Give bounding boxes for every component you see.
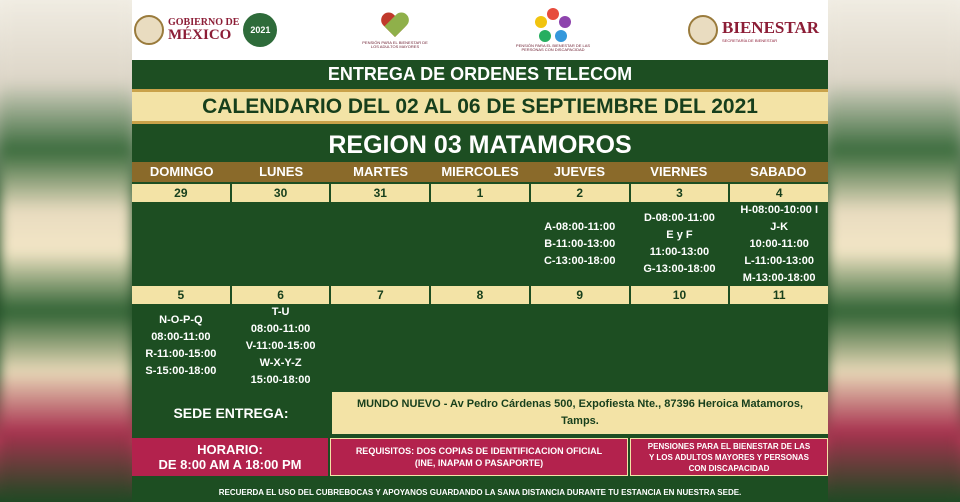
schedule-line: S-15:00-18:00 bbox=[145, 365, 217, 377]
gobierno-logo bbox=[134, 6, 277, 54]
date-number: 2 bbox=[531, 184, 629, 202]
schedule-line: H-08:00-10:00 I bbox=[740, 203, 818, 216]
gobierno-line2: MÉXICO bbox=[168, 26, 232, 43]
region-title: REGION 03 MATAMOROS bbox=[132, 128, 828, 162]
calendar-day-cell bbox=[431, 286, 529, 388]
sede-place: MUNDO NUEVO bbox=[356, 398, 441, 410]
schedule-slot bbox=[631, 202, 729, 286]
eagle-seal-icon bbox=[688, 15, 718, 45]
requisitos-box bbox=[330, 438, 628, 476]
calendar-week-2 bbox=[132, 286, 828, 388]
date-number: 3 bbox=[631, 184, 729, 202]
date-number: 9 bbox=[531, 286, 629, 304]
schedule-line: J-K bbox=[770, 220, 789, 233]
schedule-line: 10:00-11:00 bbox=[749, 237, 809, 250]
schedule-line: V-11:00-15:00 bbox=[245, 339, 316, 352]
flower-icon bbox=[535, 8, 571, 44]
info-row bbox=[132, 438, 828, 476]
date-number: 29 bbox=[132, 184, 230, 202]
requisitos-line2: (INE, INAPAM O PASAPORTE) bbox=[414, 458, 544, 468]
date-number: 10 bbox=[631, 286, 729, 304]
sede-row bbox=[132, 392, 828, 434]
calendar-day-cell bbox=[132, 286, 230, 388]
day-jueves: JUEVES bbox=[553, 164, 606, 179]
date-number: 31 bbox=[331, 184, 429, 202]
calendar-day-cell bbox=[631, 184, 729, 286]
calendar-title: CALENDARIO DEL 02 AL 06 DE SEPTIEMBRE DEL 2021 bbox=[132, 89, 828, 124]
weekday-header bbox=[132, 162, 828, 182]
day-miercoles: MIERCOLES bbox=[441, 164, 519, 179]
horario-label: HORARIO: bbox=[197, 442, 263, 457]
pension-adultos-logo bbox=[360, 6, 430, 54]
pensiones-box bbox=[630, 438, 828, 476]
date-number: 5 bbox=[132, 286, 230, 304]
pensiones-line3: CON DISCAPACIDAD bbox=[688, 463, 770, 473]
schedule-line: T-U bbox=[271, 305, 290, 318]
schedule-slot bbox=[730, 304, 828, 388]
logo-strip bbox=[132, 0, 828, 60]
schedule-slot bbox=[132, 304, 230, 388]
day-lunes: LUNES bbox=[259, 164, 304, 179]
schedule-slot bbox=[132, 202, 230, 286]
schedule-slot bbox=[331, 202, 429, 286]
calendar-day-cell bbox=[331, 286, 429, 388]
schedule-slot bbox=[730, 202, 828, 286]
sede-value bbox=[332, 392, 828, 434]
calendar-day-cell bbox=[531, 286, 629, 388]
calendar-day-cell bbox=[331, 184, 429, 286]
pensiones-line2: Y LOS ADULTOS MAYORES Y PERSONAS bbox=[648, 452, 810, 462]
schedule-slot bbox=[631, 304, 729, 388]
poster bbox=[132, 0, 828, 502]
footer-notice: RECUERDA EL USO DEL CUBREBOCAS Y APOYANOS GUARDANDO LA SANA DISTANCIA DURANTE TU ESTANCIA EN NUESTRA SEDE. bbox=[132, 484, 828, 502]
schedule-slot bbox=[232, 202, 330, 286]
horario-value: DE 8:00 AM A 18:00 PM bbox=[158, 457, 302, 472]
schedule-line: L-11:00-13:00 bbox=[744, 254, 815, 267]
schedule-line: G-13:00-18:00 bbox=[643, 263, 716, 275]
horario-box bbox=[132, 438, 328, 476]
date-number: 4 bbox=[730, 184, 828, 202]
day-viernes: VIERNES bbox=[650, 164, 708, 179]
calendar-day-cell bbox=[431, 184, 529, 286]
calendar-week-1 bbox=[132, 184, 828, 286]
gobierno-line1: GOBIERNO DE bbox=[168, 16, 240, 28]
day-sabado: SABADO bbox=[750, 164, 807, 179]
calendar-day-cell bbox=[730, 286, 828, 388]
day-domingo: DOMINGO bbox=[149, 164, 214, 179]
pensiones-line1: PENSIONES PARA EL BIENESTAR DE LAS bbox=[647, 441, 811, 451]
date-number: 6 bbox=[232, 286, 330, 304]
pension-adultos-caption: PENSIÓN PARA EL BIENESTAR DE LOS ADULTOS MAYORES bbox=[362, 39, 428, 49]
schedule-slot bbox=[431, 202, 529, 286]
schedule-line: N-O-P-Q bbox=[159, 314, 203, 326]
schedule-slot bbox=[431, 304, 529, 388]
schedule-slot bbox=[331, 304, 429, 388]
calendar-day-cell bbox=[232, 184, 330, 286]
schedule-slot bbox=[232, 304, 330, 388]
calendar-day-cell bbox=[132, 184, 230, 286]
schedule-line: M-13:00-18:00 bbox=[742, 271, 816, 284]
sede-label: SEDE ENTREGA: bbox=[132, 392, 330, 434]
bienestar-subtitle: SECRETARÍA DE BIENESTAR bbox=[722, 37, 778, 43]
schedule-slot bbox=[531, 202, 629, 286]
schedule-line: 11:00-13:00 bbox=[649, 246, 710, 258]
schedule-line: 08:00-11:00 bbox=[250, 322, 311, 335]
date-number: 7 bbox=[331, 286, 429, 304]
date-number: 11 bbox=[730, 286, 828, 304]
bienestar-title: BIENESTAR bbox=[722, 17, 819, 37]
calendar-day-cell bbox=[531, 184, 629, 286]
schedule-line: W-X-Y-Z bbox=[259, 356, 302, 369]
schedule-line: E y F bbox=[666, 229, 693, 241]
date-number: 8 bbox=[431, 286, 529, 304]
pension-discapacidad-caption: PENSIÓN PARA EL BIENESTAR DE LAS PERSONAS CON DISCAPACIDAD bbox=[515, 42, 591, 52]
eagle-seal-icon bbox=[134, 15, 164, 45]
schedule-line: C-13:00-18:00 bbox=[543, 254, 616, 267]
pension-discapacidad-logo bbox=[508, 6, 598, 54]
schedule-line: B-11:00-13:00 bbox=[544, 237, 616, 250]
date-number: 30 bbox=[232, 184, 330, 202]
calendar-day-cell bbox=[631, 286, 729, 388]
background-right-blur bbox=[828, 0, 960, 502]
bienestar-logo bbox=[688, 6, 819, 54]
requisitos-line1: REQUISITOS: DOS COPIAS DE IDENTIFICACION OFICIAL bbox=[355, 446, 603, 456]
schedule-line: A-08:00-11:00 bbox=[544, 220, 616, 233]
date-number: 1 bbox=[431, 184, 529, 202]
background-left-blur bbox=[0, 0, 132, 502]
schedule-line: R-11:00-15:00 bbox=[145, 348, 217, 360]
schedule-line: D-08:00-11:00 bbox=[643, 212, 715, 224]
sede-address: - Av Pedro Cárdenas 500, Expofiesta Nte., 87396 Heroica Matamoros, Tamps. bbox=[440, 398, 804, 427]
schedule-line: 08:00-11:00 bbox=[151, 331, 211, 343]
calendar-day-cell bbox=[730, 184, 828, 286]
badge-2021: 2021 bbox=[243, 13, 277, 47]
main-title: ENTREGA DE ORDENES TELECOM bbox=[132, 62, 828, 87]
heart-icon bbox=[380, 11, 410, 41]
calendar-day-cell bbox=[232, 286, 330, 388]
schedule-slot bbox=[531, 304, 629, 388]
day-martes: MARTES bbox=[353, 164, 408, 179]
schedule-line: 15:00-18:00 bbox=[250, 373, 311, 386]
